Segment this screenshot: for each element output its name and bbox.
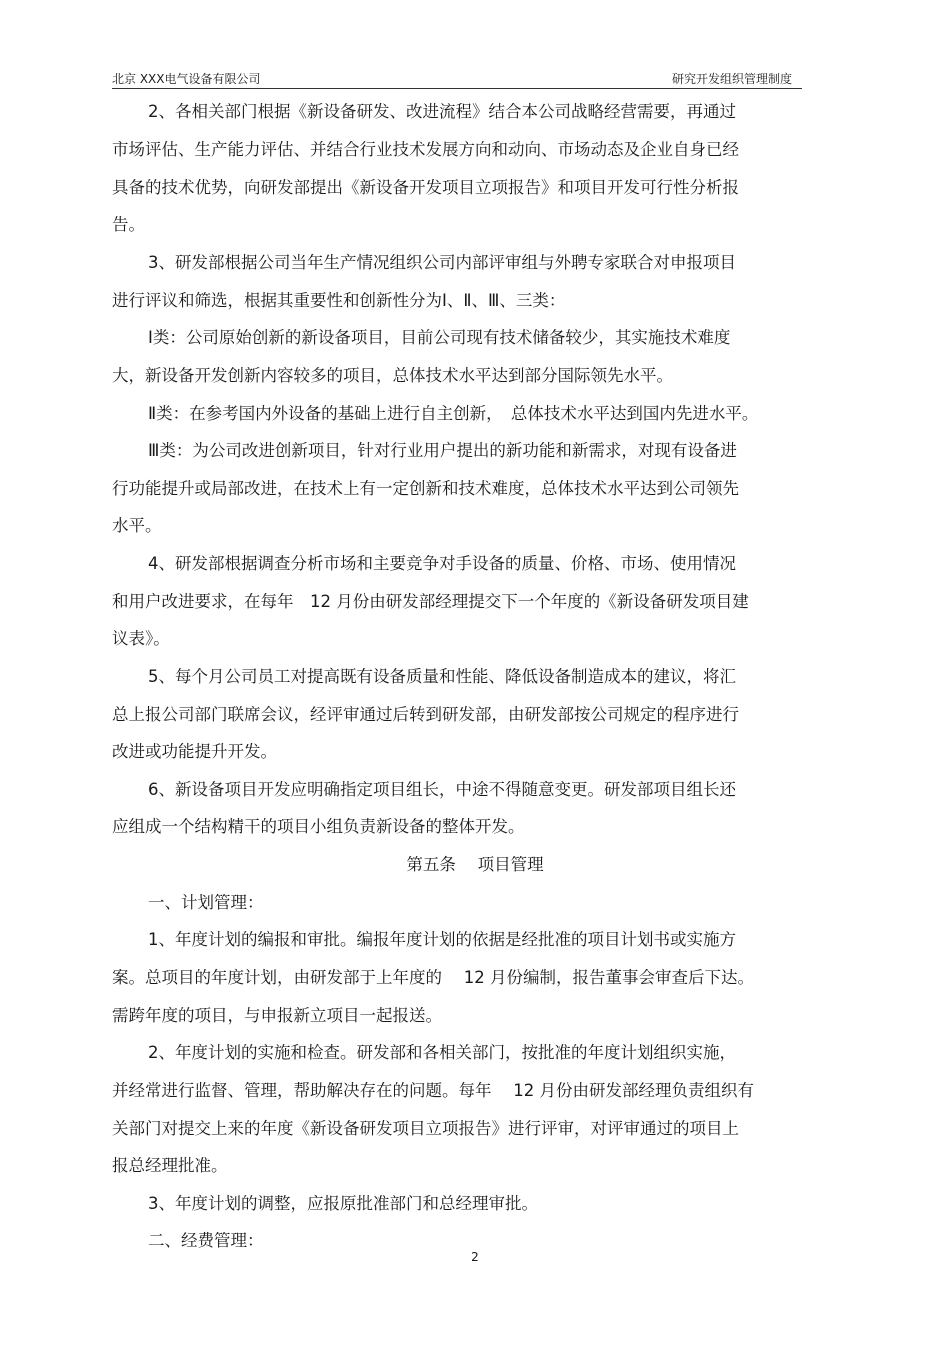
text-line: 需跨年度的项目，与申报新立项目一起报送。 bbox=[112, 1006, 442, 1025]
text-line: 水平。 bbox=[112, 516, 162, 535]
text-line: 二、经费管理： bbox=[148, 1231, 264, 1250]
text-line: 应组成一个结构精干的项目小组负责新设备的整体开发。 bbox=[112, 817, 525, 836]
text-line: 5、每个月公司员工对提高既有设备质量和性能、降低设备制造成本的建议，将汇 bbox=[148, 667, 736, 686]
text-line: 6、新设备项目开发应明确指定项目组长，中途不得随意变更。研发部项目组长还 bbox=[148, 780, 736, 799]
text-line: 总上报公司部门联席会议，经评审通过后转到研发部，由研发部按公司规定的程序进行 bbox=[112, 705, 739, 724]
text-line: 报总经理批准。 bbox=[112, 1156, 228, 1175]
page-number: 2 bbox=[471, 1250, 479, 1264]
header-title: 研究开发组织管理制度 bbox=[671, 72, 792, 86]
text-line: 市场评估、生产能力评估、并结合行业技术发展方向和动向、市场动态及企业自身已经 bbox=[112, 140, 739, 159]
text-line: 关部门对提交上来的年度《新设备研发项目立项报告》进行评审，对评审通过的项目上 bbox=[112, 1119, 739, 1138]
text-line: 4、研发部根据调查分析市场和主要竞争对手设备的质量、价格、市场、使用情况 bbox=[148, 554, 736, 573]
text-line: 一、计划管理： bbox=[148, 893, 264, 912]
text-line: 具备的技术优势，向研发部提出《新设备开发项目立项报告》和项目开发可行性分析报 bbox=[112, 178, 739, 197]
text-line: Ⅲ类：为公司改进创新项目，针对行业用户提出的新功能和新需求，对现有设备进 bbox=[148, 441, 737, 460]
text-line: 并经常进行监督、管理，帮助解决存在的问题。每年 12 月份由研发部经理负责组织有 bbox=[112, 1081, 754, 1100]
text-line: 告。 bbox=[112, 215, 145, 234]
text-line: 改进或功能提升开发。 bbox=[112, 742, 277, 761]
text-line: 3、研发部根据公司当年生产情况组织公司内部评审组与外聘专家联合对申报项目 bbox=[148, 253, 736, 272]
text-line: 进行评议和筛选，根据其重要性和创新性分为Ⅰ、Ⅱ、Ⅲ、三类： bbox=[112, 291, 566, 310]
text-line: 议表》。 bbox=[112, 629, 170, 648]
text-line: 行功能提升或局部改进，在技术上有一定创新和技术难度，总体技术水平达到公司领先 bbox=[112, 479, 739, 498]
text-line: 案。总项目的年度计划，由研发部于上年度的 12 月份编制，报告董事会审查后下达。 bbox=[112, 968, 754, 987]
text-line: 和用户改进要求，在每年 12 月份由研发部经理提交下一个年度的《新设备研发项目建 bbox=[112, 592, 749, 611]
text-line: 3、年度计划的调整，应报原批准部门和总经理审批。 bbox=[148, 1194, 538, 1213]
page-header bbox=[112, 68, 802, 89]
text-line: 2、各相关部门根据《新设备研发、改进流程》结合本公司战略经营需要，再通过 bbox=[148, 102, 736, 121]
text-line: 1、年度计划的编报和审批。编报年度计划的依据是经批准的项目计划书或实施方 bbox=[148, 930, 736, 949]
section-heading: 第五条 项目管理 bbox=[406, 855, 544, 874]
text-line: Ⅰ类：公司原始创新的新设备项目，目前公司现有技术储备较少，其实施技术难度 bbox=[148, 328, 731, 347]
text-line: 2、年度计划的实施和检查。研发部和各相关部门，按批准的年度计划组织实施， bbox=[148, 1043, 736, 1062]
text-line: 大，新设备开发创新内容较多的项目，总体技术水平达到部分国际领先水平。 bbox=[112, 366, 673, 385]
text-line: Ⅱ类：在参考国内外设备的基础上进行自主创新， 总体技术水平达到国内先进水平。 bbox=[148, 404, 759, 423]
header-company: 北京 XXX电气设备有限公司 bbox=[112, 72, 261, 86]
